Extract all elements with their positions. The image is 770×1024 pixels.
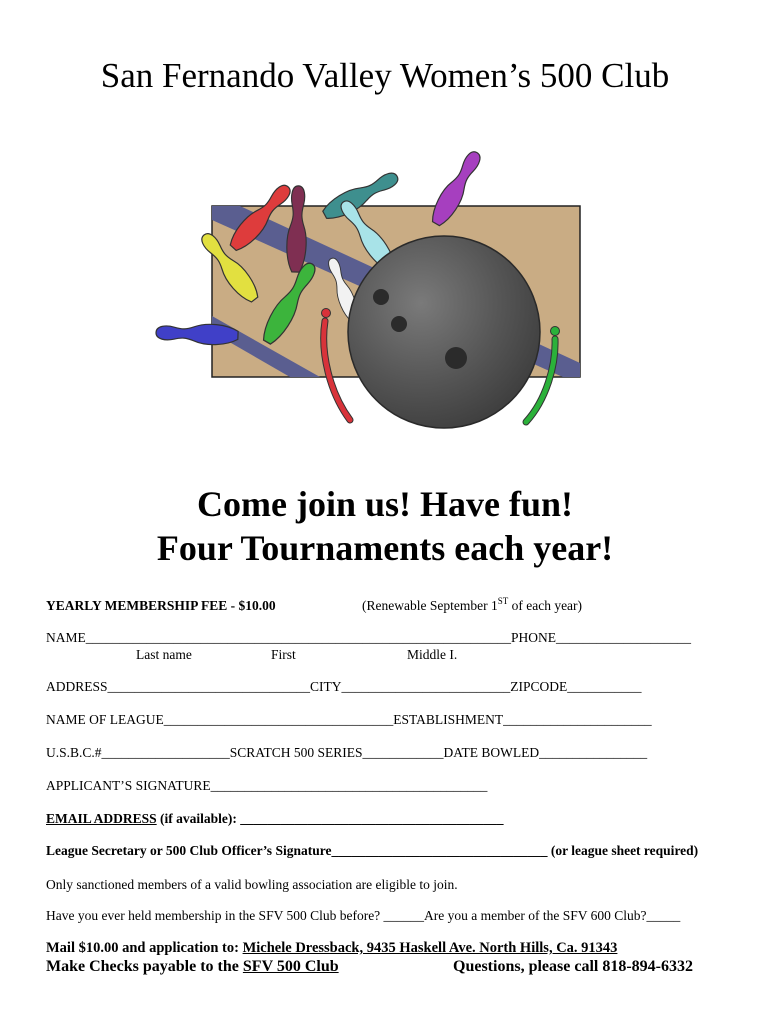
league-establishment-field[interactable]: NAME OF LEAGUE__________________________________ESTABLISHMENT______________________ [46, 712, 652, 727]
name-phone-field[interactable]: NAME_______________________________________________________________PHONE____________________ [46, 630, 692, 645]
pin-blue-icon [156, 322, 239, 345]
name-sublabel-last: Last name [136, 647, 192, 662]
name-sublabel-middle: Middle I. [407, 647, 458, 662]
finger-hole-icon [373, 289, 389, 305]
questions-phone: Questions, please call 818-894-6332 [453, 958, 693, 975]
page-title: San Fernando Valley Women’s 500 Club [100, 56, 670, 95]
membership-fee: YEARLY MEMBERSHIP FEE - $10.00 [46, 598, 276, 613]
applicant-signature-field[interactable]: APPLICANT’S SIGNATURE_________________________________________ [46, 778, 488, 793]
membership-question[interactable]: Have you ever held membership in the SFV 500 Club before? ______Are you a member of the SFV 600 Club?_____ [46, 908, 681, 923]
eligibility-note: Only sanctioned members of a valid bowling association are eligible to join. [46, 877, 458, 892]
mail-address: Michele Dressback, 9435 Haskell Ave. North Hills, Ca. 91343 [242, 940, 618, 956]
email-label: EMAIL ADDRESS [46, 811, 157, 826]
pin-maroon-icon [286, 186, 308, 273]
check-payable-note: Make Checks payable to the SFV 500 Club [46, 958, 339, 975]
name-sublabel-first: First [271, 647, 296, 662]
finger-hole-icon [391, 316, 407, 332]
usbc-series-date-field[interactable]: U.S.B.C.#___________________SCRATCH 500 SERIES____________DATE BOWLED________________ [46, 745, 648, 760]
thumb-hole-icon [445, 347, 467, 369]
address-city-zip-field[interactable]: ADDRESS______________________________CITY_________________________ZIPCODE___________ [46, 679, 642, 694]
tagline-line-1: Come join us! Have fun! [197, 484, 573, 524]
email-field[interactable]: EMAIL ADDRESS (if available): _______________________________________ [46, 811, 504, 826]
mail-instructions: Mail $10.00 and application to: Michele Dressback, 9435 Haskell Ave. North Hills, Ca. 91343 [46, 940, 618, 956]
bowling-ball-icon [348, 236, 540, 428]
tagline-line-2: Four Tournaments each year! [156, 528, 614, 568]
bowling-illustration [150, 138, 600, 438]
payee: SFV 500 Club [242, 958, 339, 975]
renewal-note: (Renewable September 1ST of each year) [362, 596, 583, 613]
secretary-signature-field[interactable]: League Secretary or 500 Club Officer’s Signature________________________________ (or league sheet required) [46, 843, 699, 858]
